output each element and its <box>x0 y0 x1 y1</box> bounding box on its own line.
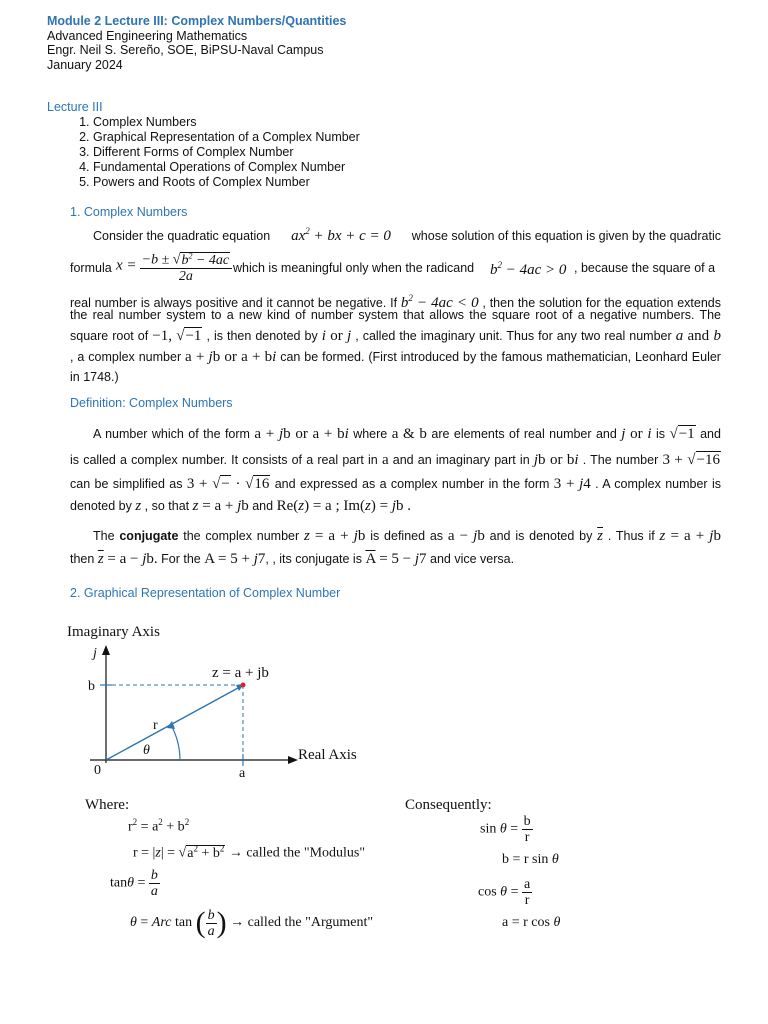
text: , a complex number <box>70 350 182 364</box>
text: A number which of the form <box>93 427 250 441</box>
radicand-condition: $b^2 - 4ac > 0$ <box>490 260 567 278</box>
point-z-label: z = a + jb <box>212 665 269 681</box>
text: can be formed. (First introduced by the famous mathematician, Leonhard Euler <box>280 350 721 364</box>
theta-arc <box>171 725 180 760</box>
text: . The number <box>582 453 659 467</box>
date-line: January 2024 <box>47 58 123 72</box>
text: . Thus if <box>607 529 655 543</box>
definition-heading: Definition: Complex Numbers <box>70 396 233 410</box>
list-item: 3. Different Forms of Complex Number <box>93 145 360 160</box>
j-axis-label: j <box>93 646 97 661</box>
lecture-heading: Lecture III <box>47 100 103 114</box>
text: square root of <box>70 329 149 343</box>
a-equation: a = r cos θ <box>502 915 561 930</box>
real-axis-label: Real Axis <box>298 747 357 763</box>
text: are elements of real number and <box>431 427 617 441</box>
text: Consider the quadratic equation <box>93 229 271 243</box>
math-complex-form: a + jb or a + bi <box>185 349 277 365</box>
math-re-im: Re(z) = a ; Im(z) = jb . <box>276 498 411 514</box>
text: For the <box>161 552 201 566</box>
list-item: 4. Fundamental Operations of Complex Number <box>93 160 360 175</box>
math-z-equals: z = a + jb <box>303 528 366 544</box>
text: , called the imaginary unit. Thus for any two real number <box>355 329 672 343</box>
list-item: 5. Powers and Roots of Complex Number <box>93 175 360 190</box>
point-z <box>241 683 246 688</box>
math-simplified: 3 + √− · √16 <box>186 476 270 492</box>
math-a-bar: $\overline{A} = 5 - j7$ <box>365 551 427 567</box>
math-a-equals: A = 5 + j7 <box>204 551 266 567</box>
section-1-line-2 <box>70 245 721 285</box>
section-1-line-5 <box>70 329 721 344</box>
cos-theta-equation: cos θ = $\frac{a}{r}$ <box>478 877 531 908</box>
text: the complex number <box>183 529 300 543</box>
negative-radicand: $b^2 - 4ac < 0$ <box>400 293 479 311</box>
math-j-or-i: j or i <box>621 426 652 442</box>
text: , because the square of a <box>574 261 716 275</box>
text: The <box>93 529 115 543</box>
quadratic-formula: x = $\frac{-b \pm √b^2 - 4ac}{2a}$ <box>116 248 232 284</box>
math-complex-form: a + jb or a + bi <box>254 426 349 442</box>
complex-plane-diagram <box>60 615 380 785</box>
modulus-equation: $r = |z| = √a^2 + b^2$ → called the "Modulus" <box>133 843 366 861</box>
text: and <box>252 499 274 513</box>
definition-line-2 <box>70 453 721 468</box>
math-z-equals: z = a + jb <box>659 528 721 544</box>
sin-theta-equation: sin θ = $\frac{b}{r}$ <box>480 814 531 845</box>
list-item: 1. Complex Numbers <box>93 115 360 130</box>
math-3-plus-j4: 3 + j4 <box>553 476 591 492</box>
definition-line-3 <box>70 477 721 492</box>
conjugate-line-1 <box>93 529 721 544</box>
math-a-and-b: a and b <box>675 328 721 344</box>
text: can be simplified as <box>70 477 183 491</box>
theta-label: θ <box>143 743 150 758</box>
consequently-label: Consequently: <box>405 797 492 813</box>
math-z-bar-equals: $\overline{z} = a$ − jb. <box>97 551 158 567</box>
argument-note: called the "Argument" <box>247 915 374 930</box>
text: denoted by <box>70 499 132 513</box>
math-i-or-j: i or j <box>321 328 352 344</box>
origin-label: 0 <box>94 763 101 778</box>
lecture-topic-list <box>47 115 360 190</box>
text: then <box>70 552 95 566</box>
text: . A complex number is <box>595 477 721 491</box>
math-sqrt-minus-one: √−1 <box>669 426 695 442</box>
text: is defined as <box>370 529 444 543</box>
list-item: 2. Graphical Representation of a Complex Number <box>93 130 360 145</box>
modulus-squared-equation: $r^2 = a^2 + b^2$ <box>128 817 190 835</box>
imaginary-axis-label: Imaginary Axis <box>67 624 160 640</box>
text: conjugate <box>119 529 179 543</box>
section-1-heading: 1. Complex Numbers <box>70 205 188 219</box>
text: and vice versa. <box>430 552 515 566</box>
r-label: r <box>153 718 158 733</box>
imaginary-axis-arrow <box>102 645 110 655</box>
text: is called a complex number. It consists of a real part in <box>70 453 378 467</box>
text: is <box>655 427 666 441</box>
real-axis-arrow <box>288 756 298 764</box>
b-label: b <box>88 679 95 694</box>
section-1-line-4: the real number system to a new kind of number system that allows the square root of a negative numbers. The <box>70 308 721 322</box>
math-z: z <box>135 498 142 514</box>
math-example-number: 3 + √−16 <box>662 452 720 468</box>
math-a: a <box>381 452 389 468</box>
definition-line-4 <box>70 499 411 514</box>
section-1-line-7: in 1748.) <box>70 370 119 384</box>
text: which is meaningful only when the radicand <box>233 261 475 275</box>
text: where <box>353 427 388 441</box>
text: and expressed as a complex number in the form <box>274 477 550 491</box>
modulus-note: called the "Modulus" <box>246 845 366 861</box>
text: and <box>700 427 721 441</box>
text: and an imaginary part in <box>392 453 530 467</box>
author-line: Engr. Neil S. Sereño, SOE, BiPSU-Naval Campus <box>47 43 324 57</box>
section-1-line-6 <box>70 350 721 365</box>
course-name: Advanced Engineering Mathematics <box>47 29 248 43</box>
argument-equation: θ = Arc tan ( $\frac{b}{a}$ ) → called the "Argument" <box>130 906 374 939</box>
quadratic-equation: $ax^2$ + bx + c = 0 <box>291 226 391 244</box>
text: whose solution of this equation is given by the quadratic <box>411 229 721 243</box>
text: , is then denoted by <box>206 329 318 343</box>
math-a-minus-jb: a − jb <box>447 528 485 544</box>
theta-arc-arrow <box>167 721 175 729</box>
section-2-heading: 2. Graphical Representation of Complex Number <box>70 586 341 600</box>
text: , so that <box>144 499 190 513</box>
text: , its conjugate is <box>272 552 362 566</box>
text: formula <box>70 261 112 275</box>
math-jb-or-bi: jb or bi <box>533 452 579 468</box>
math-minus-one: −1, √−1 <box>152 328 202 344</box>
text: and is denoted by <box>489 529 593 543</box>
tan-theta-equation: tanθ = $\frac{b}{a}$ <box>110 868 158 899</box>
math-z-bar: $\overline{z}$ <box>597 528 603 544</box>
text: , then the solution for the equation extends <box>482 296 721 310</box>
math-a-b: a & b <box>391 426 427 442</box>
text: real number is always positive and it cannot be negative. If <box>70 296 398 310</box>
conjugate-line-2: then $\overline{z} = a$ − jb. For the A = 5 + j7, , its conjugate is $\overline{A} = 5 - j7$ and vice versa. <box>70 551 515 567</box>
where-label: Where: <box>85 797 130 813</box>
section-1-line-1 <box>93 224 721 244</box>
document-title: Module 2 Lecture III: Complex Numbers/Quantities <box>47 14 347 28</box>
a-label: a <box>239 766 246 781</box>
definition-line-1 <box>93 427 721 442</box>
math-z-equals: z = a + jb <box>192 498 249 514</box>
b-equation: b = r sin θ <box>502 852 559 867</box>
